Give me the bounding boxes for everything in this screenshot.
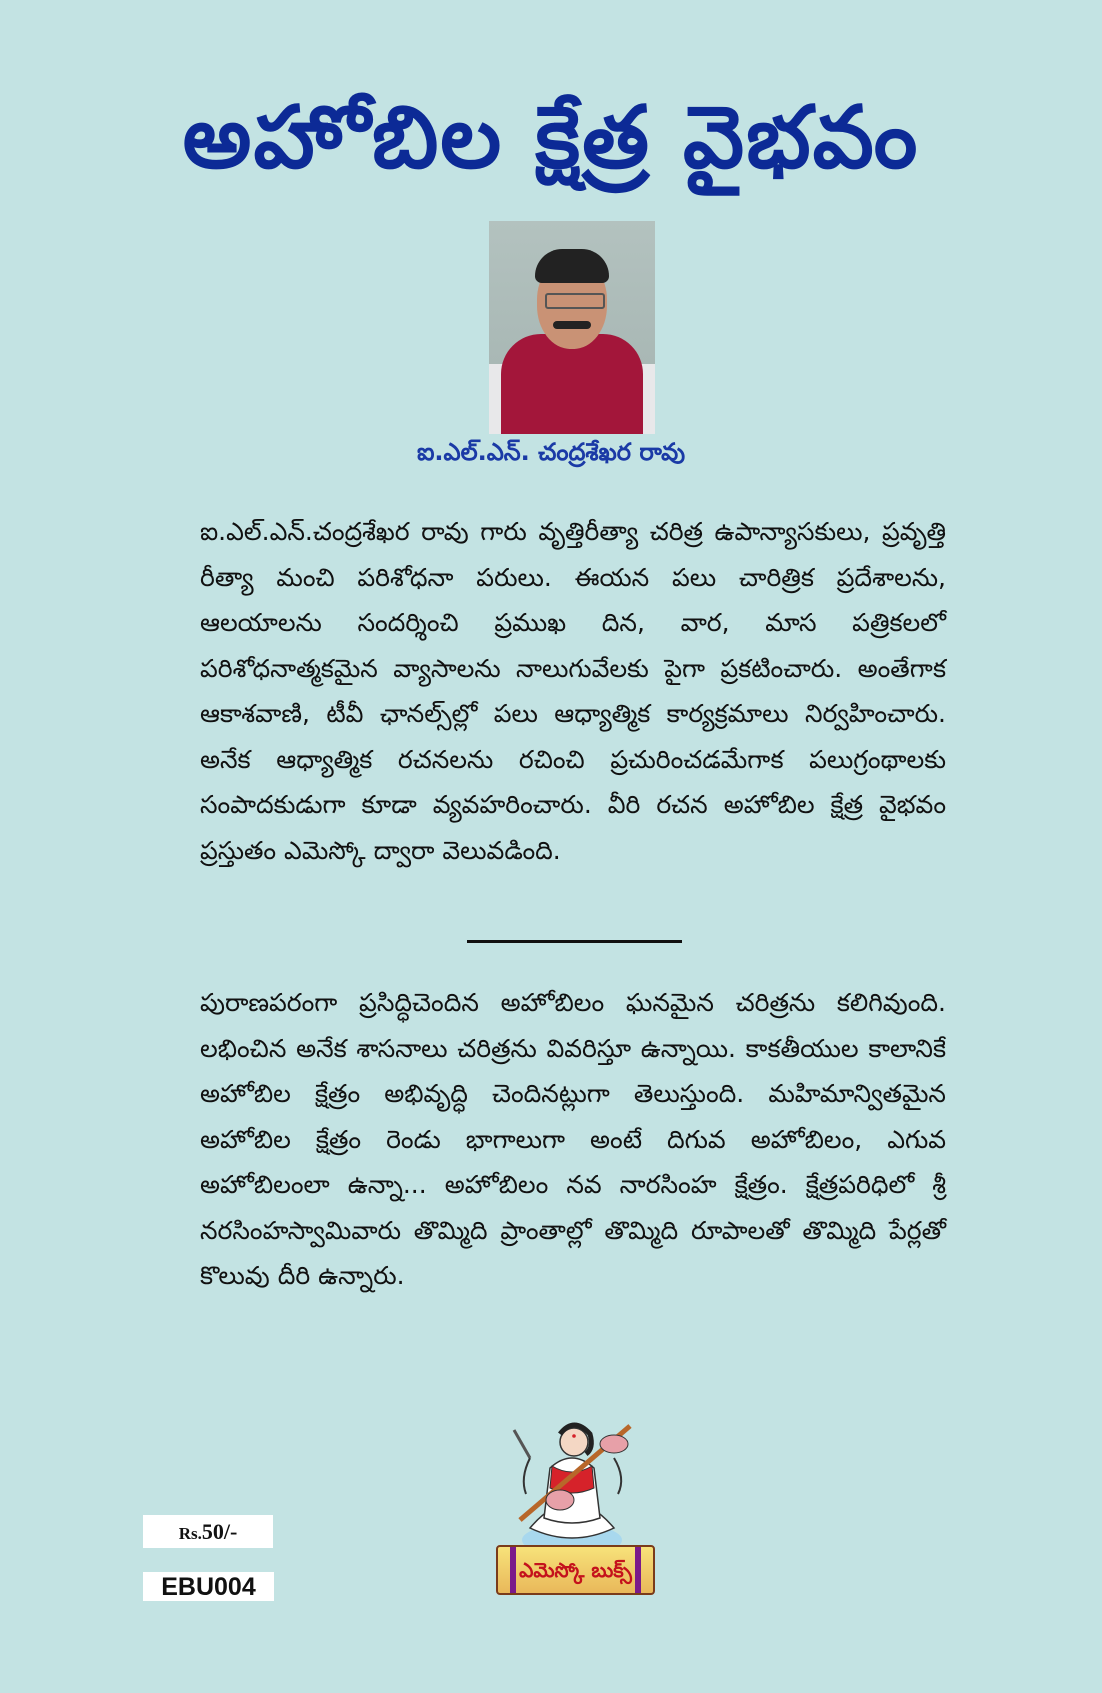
section-divider [467,940,682,943]
author-name: ఐ.ఎల్.ఎన్. చంద్రశేఖర రావు [416,438,686,466]
price-prefix: Rs. [178,1524,202,1543]
book-code: EBU004 [143,1572,274,1601]
about-book-text: పురాణపరంగా ప్రసిద్ధిచెందిన అహోబిలం ఘనమైన చరిత్రను కలిగివుంది. లభించిన అనేక శాసనాలు చరిత్రను వివరిస్తూ ఉన్నాయి. కాకతీయుల కాలానికే అహోబిల క్షేత్రం అభివృద్ధి చెందినట్లుగా తెలుస్తుంది. మహిమాన్వితమైన అహోబిల క్షేత్రం రెండు భాగాలుగా అంటే దిగువ అహోబిలం, ఎగువ అహోబిలంలా ఉన్నా... అహోబిలం నవ నారసింహ క్షేత్రం. క్షేత్రపరిధిలో శ్రీ నరసింహస్వామివారు తొమ్మిది ప్రాంతాల్లో తొమ్మిది రూపాలతో తొమ్మిది పేర్లతో కొలువు దీరి ఉన్నారు. [200,988,946,1290]
author-photo [489,221,655,434]
book-title: అహోబిల క్షేత్ర వైభవం [182,87,920,188]
price-label [143,1515,273,1548]
publisher-logo-name: ఎమెస్కో బుక్స్ [496,1545,655,1595]
price-amount: 50/- [201,1519,238,1544]
about-author-text: ఐ.ఎల్.ఎన్.చంద్రశేఖర రావు గారు వృత్తిరీత్యా చరిత్ర ఉపాన్యాసకులు, ప్రవృత్తి రీత్యా మంచి పరిశోధనా పరులు. ఈయన పలు చారిత్రిక ప్రదేశాలను, ఆలయాలను సందర్శించి ప్రముఖ దిన, వార, మాస పత్రికలలో పరిశోధనాత్మకమైన వ్యాసాలను నాలుగువేలకు పైగా ప్రకటించారు. అంతేగాక ఆకాశవాణి, టీవీ ఛానల్స్‌ల్లో పలు ఆధ్యాత్మిక కార్యక్రమాలు నిర్వహించారు. అనేక ఆధ్యాత్మిక రచనలను రచించి ప్రచురించడమేగాక పలుగ్రంథాలకు సంపాదకుడుగా కూడా వ్యవహరించారు. వీరి రచన అహోబిల క్షేత్ర వైభవం ప్రస్తుతం ఎమెస్కో ద్వారా వెలువడింది. [200,517,946,865]
